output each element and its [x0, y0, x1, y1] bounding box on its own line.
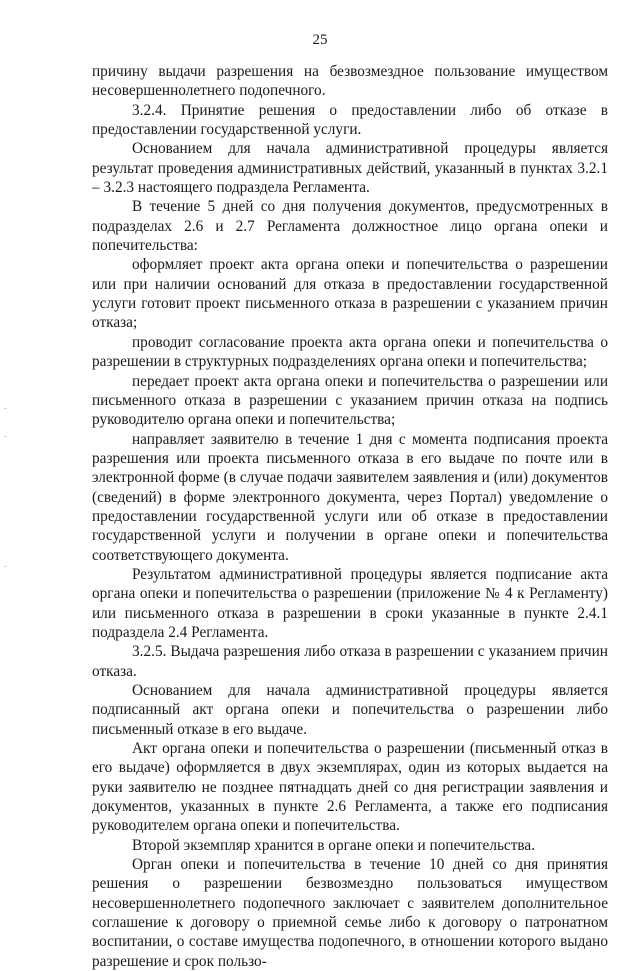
paragraph-14: Орган опеки и попечительства в течение 10 дней со дня принятия решения о разрешении безвозмездно пользоваться имуществом несовершеннолетнего подопечного заключает с заявителем дополнительное соглашение к договору о приемной семье либо к договору о патронатном воспитании, о составе имущества подопечного, в отношении которого выдано разрешение и срок пользо- [92, 856, 608, 970]
paragraph-3: Основанием для начала административной процедуры является результат проведения административных действий, указанный в пунктах 3.2.1 – 3.2.3 настоящего подраздела Регламента. [92, 140, 608, 197]
scan-margin-mark [4, 566, 7, 567]
paragraph-4: В течение 5 дней со дня получения документов, предусмотренных в подразделах 2.6 и 2.7 Регламента должностное лицо органа опеки и попечительства: [92, 198, 608, 255]
paragraph-5: оформляет проект акта органа опеки и попечительства о разрешении или при наличии оснований для отказа в предоставлении государственной услуги готовит проект письменного отказа в разрешении с указанием причин отказа; [92, 256, 608, 332]
scan-margin-mark [4, 408, 7, 409]
document-body [92, 62, 608, 971]
paragraph-9: Результатом административной процедуры является подписание акта органа опеки и попечительства о разрешении (приложение № 4 к Регламенту) или письменного отказа в разрешении в сроки указанные в пункте 2.4.1 подраздела 2.4 Регламента. [92, 565, 608, 641]
page-number: 25 [312, 32, 328, 48]
paragraph-1: причину выдачи разрешения на безвозмездное пользование имуществом несовершеннолетнего подопечного. [92, 63, 608, 100]
paragraph-2: 3.2.4. Принятие решения о предоставлении либо об отказе в предоставлении государственной услуги. [92, 101, 608, 139]
paragraph-11: Основанием для начала административной процедуры является подписанный акт органа опеки и попечительства о разрешении либо письменный отказе в его выдаче. [92, 682, 608, 738]
paragraph-8: направляет заявителю в течение 1 дня с момента подписания проекта разрешения или проекта письменного отказа в его выдаче по почте или в электронной форме (в случае подачи заявителем заявления и (или) документов (сведений) в форме электронного документа, через Портал) уведомление о предоставлении государственной услуги или об отказе в предоставлении государственной услуги и получении в органе опеки и попечительства соответствующего документа. [92, 430, 608, 564]
paragraph-7: передает проект акта органа опеки и попечительства о разрешении или письменного отказа в разрешении с указанием причин отказа на подпись руководителю органа опеки и попечительства; [92, 372, 608, 429]
scan-margin-mark [4, 436, 7, 437]
paragraph-10: 3.2.5. Выдача разрешения либо отказа в разрешении с указанием причин отказа. [92, 643, 608, 680]
paragraph-13: Второй экземпляр хранится в органе опеки и попечительства. [132, 836, 536, 854]
paragraph-12: Акт органа опеки и попечительства о разрешении (письменный отказ в его выдаче) оформляется в двух экземплярах, один из которых выдается на руки заявителю не позднее пятнадцать дней со дня регистрации заявления и документов, указанных в пункте 2.6 Регламента, а также его подписания руководителем органа опеки и попечительства. [92, 740, 608, 835]
paragraph-6: проводит согласование проекта акта органа опеки и попечительства о разрешении в структурных подразделениях органа опеки и попечительства; [92, 333, 608, 371]
